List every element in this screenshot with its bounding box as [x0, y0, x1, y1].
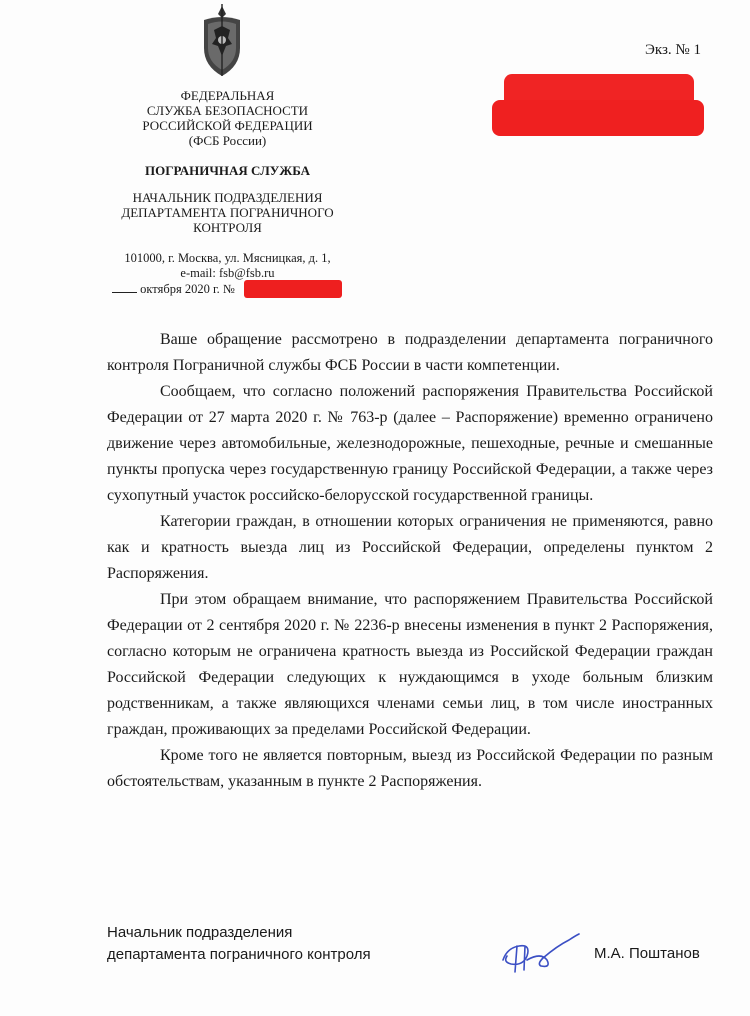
- department-name: НАЧАЛЬНИК ПОДРАЗДЕЛЕНИЯ ДЕПАРТАМЕНТА ПОГРАНИЧНОГО КОНТРОЛЯ: [121, 190, 334, 235]
- letter-body: [107, 327, 713, 795]
- body-paragraph: Ваше обращение рассмотрено в подразделении департамента пограничного контроля Пограничной службы ФСБ России в части компетенции.: [107, 331, 713, 374]
- body-paragraph: Категории граждан, в отношении которых ограничения не применяются, равно как и кратность выезда лиц из Российской Федерации, определены пунктом 2 Распоряжения.: [107, 513, 713, 582]
- email-line: e-mail: fsb@fsb.ru: [180, 266, 275, 280]
- body-paragraph: При этом обращаем внимание, что распоряжением Правительства Российской Федерации от 2 сентября 2020 г. № 2236-р внесены изменения в пункт 2 Распоряжения, согласно которым не ограничена кратность выезда из Российской Федерации граждан Российской Федерации следующих к нуждающимся в уходе больным близким родственникам, а также являющихся членами семьи лиц, в том числе иностранных граждан, проживающих за пределами Российской Федерации.: [107, 591, 713, 738]
- copy-marker: Экз. № 1: [645, 42, 701, 58]
- agency-name: ФЕДЕРАЛЬНАЯ СЛУЖБА БЕЗОПАСНОСТИ РОССИЙСКОЙ ФЕДЕРАЦИИ (ФСБ России): [142, 88, 313, 148]
- fsb-emblem-icon: [196, 4, 248, 78]
- date-blank: [112, 281, 137, 293]
- redaction-block: [492, 100, 704, 136]
- redaction-number: [244, 280, 342, 298]
- handwritten-signature: [497, 930, 585, 978]
- date-number-line: [112, 281, 235, 297]
- body-paragraph: Сообщаем, что согласно положений распоряжения Правительства Российской Федерации от 27 марта 2020 г. № 763-р (далее – Распоряжение) временно ограничено движение через автомобильные, железнодорожные, пешеходные, речные и смешанные пункты пропуска через государственную границу Российской Федерации, а также через сухопутный участок российско-белорусской государственной границы.: [107, 383, 713, 504]
- redaction-recipient: [492, 74, 704, 138]
- signatory-name: М.А. Поштанов: [594, 945, 700, 962]
- service-name: ПОГРАНИЧНАЯ СЛУЖБА: [144, 163, 311, 178]
- date-text: октября 2020 г. №: [140, 282, 235, 296]
- body-paragraph: Кроме того не является повторным, выезд из Российской Федерации по разным обстоятельствам, указанным в пункте 2 Распоряжения.: [107, 747, 713, 790]
- signatory-title: Начальник подразделения департамента пограничного контроля: [107, 924, 371, 963]
- sender-address: [95, 251, 360, 281]
- address-line: 101000, г. Москва, ул. Мясницкая, д. 1,: [124, 251, 331, 265]
